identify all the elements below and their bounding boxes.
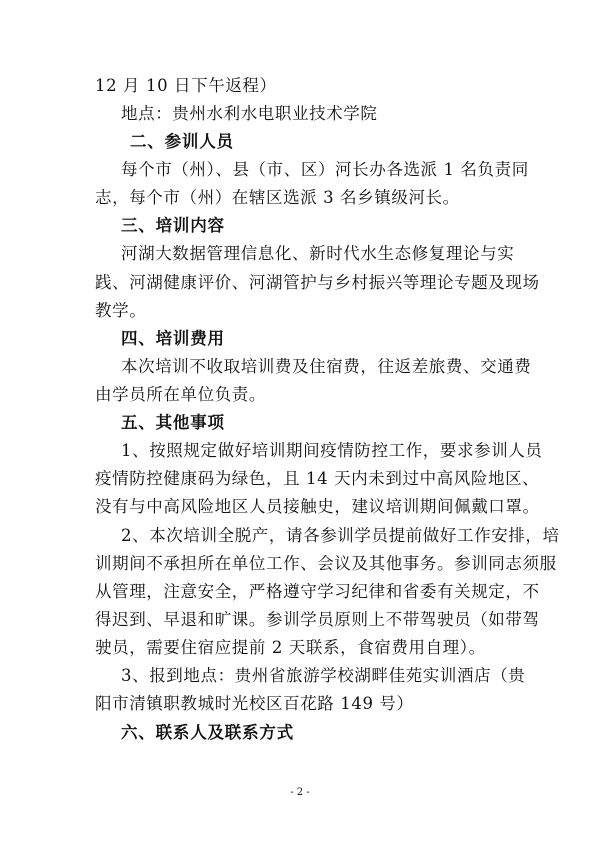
text-line: 践、河湖健康评价、河湖管护与乡村振兴等理论专题及现场 <box>95 273 540 292</box>
section-heading: 四、培训费用 <box>121 329 225 348</box>
section-heading: 三、培训内容 <box>121 216 225 235</box>
text-line: 本次培训不收取培训费及住宿费，往返差旅费、交通费 <box>121 357 532 376</box>
section-heading: 五、其他事项 <box>121 413 225 432</box>
text-line: 志，每个市（州）在辖区选派 3 名乡镇级河长。 <box>95 188 460 207</box>
text-line: 12 月 10 日下午返程） <box>95 76 277 95</box>
text-line: 3、报到地点：贵州省旅游学校湖畔佳苑实训酒店（贵 <box>121 666 526 685</box>
text-line: 从管理，注意安全，严格遵守学习纪律和省委有关规定，不 <box>95 582 540 601</box>
text-line: 1、按照规定做好培训期间疫情防控工作，要求参训人员 <box>121 441 543 460</box>
text-line: 河湖大数据管理信息化、新时代水生态修复理论与实 <box>121 244 515 263</box>
text-line: 2、本次培训全脱产，请各参训学员提前做好工作安排，培 <box>121 526 560 545</box>
text-line: 驶员，需要住宿应提前 2 天联系，食宿费用自理）。 <box>95 638 486 657</box>
text-line: 得迟到、早退和旷课。参训学员原则上不带驾驶员（如带驾 <box>95 610 540 629</box>
text-line: 由学员所在单位负责。 <box>95 385 266 404</box>
text-line: 地点：贵州水利水电职业技术学院 <box>121 104 378 123</box>
section-heading: 六、联系人及联系方式 <box>121 723 294 742</box>
text-line: 疫情防控健康码为绿色，且 14 天内未到过中高风险地区、 <box>95 469 540 488</box>
text-line: 阳市清镇职教城时光校区百花路 149 号） <box>95 694 414 713</box>
text-line: 教学。 <box>95 301 147 320</box>
text-line: 每个市（州）、县（市、区）河长办各选派 1 名负责同 <box>121 160 529 179</box>
text-line: 训期间不承担所在单位工作、会议及其他事务。参训同志须服 <box>95 554 557 573</box>
section-heading: 二、参训人员 <box>130 132 234 151</box>
text-line: 没有与中高风险地区人员接触史，建议培训期间佩戴口罩。 <box>95 497 540 516</box>
page-number: - 2 - <box>290 787 310 798</box>
